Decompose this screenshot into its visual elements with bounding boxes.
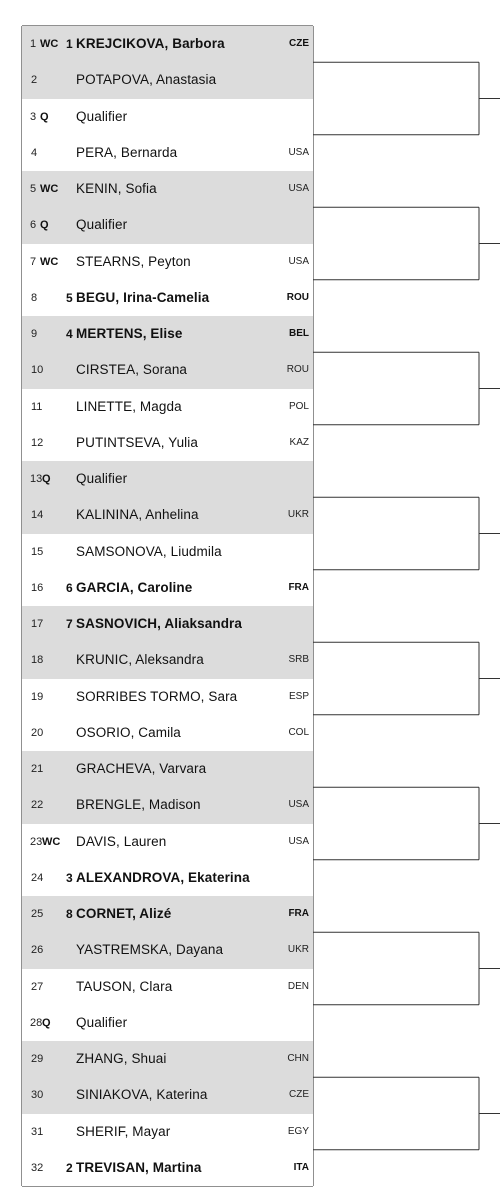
draw-row	[22, 715, 313, 751]
draw-position: 23	[30, 835, 43, 848]
player-country: UKR	[287, 944, 309, 956]
player-name: PERA, Bernarda	[76, 144, 178, 160]
draw-position: 27	[31, 980, 44, 993]
draw-row	[22, 570, 313, 606]
draw-row	[22, 26, 313, 62]
draw-position: 17	[31, 618, 44, 630]
player-country: DEN	[287, 980, 309, 992]
player-country: CZE	[289, 38, 309, 49]
draw-position: 19	[31, 690, 44, 703]
player-name: GRACHEVA, Varvara	[76, 761, 207, 776]
player-country: SRB	[288, 654, 309, 666]
draw-position: 25	[31, 908, 44, 920]
draw-row	[22, 207, 313, 243]
player-name: SHERIF, Mayar	[76, 1123, 171, 1139]
player-name: YASTREMSKA, Dayana	[76, 942, 224, 958]
draw-position: 16	[31, 581, 44, 594]
draw-position: 1	[30, 38, 37, 50]
draw-row	[22, 99, 313, 135]
player-country: FRA	[288, 581, 309, 593]
draw-position: 20	[31, 726, 44, 739]
draw-position: 5	[30, 183, 37, 195]
draw-row	[22, 135, 313, 171]
draw-position: 8	[31, 291, 38, 304]
player-country: ITA	[293, 1161, 309, 1173]
player-name: GARCIA, Caroline	[76, 579, 193, 595]
draw-row	[22, 787, 313, 823]
player-country: ROU	[286, 291, 309, 303]
player-country: USA	[288, 799, 309, 811]
draw-row	[22, 860, 313, 896]
seed-number: 1	[66, 37, 73, 51]
draw-row	[22, 62, 313, 98]
player-country: BEL	[289, 328, 309, 339]
player-name: PUTINTSEVA, Yulia	[76, 434, 198, 450]
draw-row	[22, 751, 313, 787]
seed-number: 7	[66, 617, 73, 631]
draw-row	[22, 389, 313, 425]
draw-position: 29	[31, 1053, 44, 1065]
draw-position: 13	[30, 473, 43, 485]
draw-position: 22	[31, 799, 44, 812]
draw-row	[22, 642, 313, 678]
entry-status: Q	[40, 110, 49, 123]
player-country: FRA	[288, 908, 309, 919]
draw-row	[22, 679, 313, 715]
seed-number: 2	[66, 1160, 73, 1175]
draw-row	[22, 534, 313, 570]
entry-status: Q	[40, 219, 49, 232]
draw-position: 10	[31, 364, 44, 377]
player-name: ALEXANDROVA, Ekaterina	[76, 869, 250, 885]
player-country: COL	[288, 726, 309, 738]
draw-position: 11	[31, 400, 43, 413]
entry-status: Q	[42, 1016, 51, 1029]
player-name: Qualifier	[76, 108, 128, 124]
draw-position: 31	[31, 1125, 44, 1138]
draw-position: 28	[30, 1016, 43, 1029]
player-name: KALININA, Anhelina	[76, 507, 199, 523]
player-name: KENIN, Sofia	[76, 181, 157, 196]
draw-position: 3	[30, 110, 37, 123]
draw-row	[22, 1041, 313, 1077]
player-country: USA	[288, 183, 309, 194]
draw-position: 2	[31, 74, 38, 87]
draw-row	[22, 316, 313, 352]
player-name: Qualifier	[76, 471, 128, 486]
player-name: SORRIBES TORMO, Sara	[76, 688, 238, 704]
draw-row	[22, 244, 313, 280]
draw-position: 18	[31, 654, 44, 667]
player-country: CHN	[287, 1053, 309, 1064]
player-name: KREJCIKOVA, Barbora	[76, 36, 225, 51]
draw-row	[22, 606, 313, 642]
player-country: USA	[288, 835, 309, 847]
player-name: SINIAKOVA, Katerina	[76, 1087, 208, 1103]
draw-row	[22, 1150, 313, 1186]
player-name: KRUNIC, Aleksandra	[76, 652, 204, 668]
entry-status: WC	[42, 835, 61, 848]
entry-status: Q	[42, 473, 51, 485]
player-country: KAZ	[289, 436, 309, 448]
draw-row	[22, 824, 313, 860]
draw-row	[22, 497, 313, 533]
draw-position: 14	[31, 509, 44, 522]
draw-position: 9	[31, 328, 38, 340]
player-country: USA	[288, 255, 309, 267]
seed-number: 4	[66, 327, 73, 341]
player-name: TREVISAN, Martina	[76, 1159, 202, 1175]
entry-status: WC	[40, 183, 59, 195]
draw-row	[22, 1077, 313, 1113]
draw-row	[22, 896, 313, 932]
player-name: CORNET, Alizé	[76, 906, 172, 921]
player-name: MERTENS, Elise	[76, 326, 183, 341]
draw-position: 32	[31, 1161, 44, 1174]
player-name: Qualifier	[76, 1014, 128, 1030]
player-name: LINETTE, Magda	[76, 398, 182, 414]
entry-status: WC	[40, 38, 59, 50]
draw-row	[22, 352, 313, 388]
player-name: TAUSON, Clara	[76, 978, 173, 994]
player-country: USA	[288, 146, 309, 158]
player-country: ESP	[288, 690, 309, 702]
player-country: UKR	[287, 509, 309, 521]
draw-position: 26	[31, 944, 44, 957]
seed-number: 3	[66, 870, 73, 885]
player-name: BEGU, Irina-Camelia	[76, 289, 210, 305]
seed-number: 5	[66, 290, 73, 305]
draw-row	[22, 425, 313, 461]
player-name: Qualifier	[76, 217, 128, 233]
player-name: CIRSTEA, Sorana	[76, 362, 188, 378]
draw-row	[22, 461, 313, 497]
draw-row	[22, 1005, 313, 1041]
draw-position: 6	[30, 219, 37, 232]
draw-row	[22, 932, 313, 968]
draw-position: 15	[31, 545, 44, 558]
player-country: POL	[288, 400, 309, 412]
draw-position: 7	[30, 255, 37, 268]
draw-row	[22, 171, 313, 207]
seed-number: 6	[66, 580, 73, 595]
player-name: ZHANG, Shuai	[76, 1051, 167, 1066]
player-name: SASNOVICH, Aliaksandra	[76, 616, 242, 631]
entry-status: WC	[40, 255, 59, 268]
player-name: OSORIO, Camila	[76, 724, 181, 740]
draw-row	[22, 969, 313, 1005]
player-name: BRENGLE, Madison	[76, 797, 201, 813]
player-name: STEARNS, Peyton	[76, 253, 191, 269]
draw-position: 24	[31, 871, 44, 884]
draw-position: 30	[31, 1089, 44, 1102]
player-country: EGY	[287, 1125, 309, 1137]
player-country: ROU	[286, 364, 309, 376]
draw-position: 4	[31, 146, 38, 159]
draw-position: 12	[31, 436, 44, 449]
draw-position: 21	[31, 763, 44, 775]
seed-number: 8	[66, 907, 73, 921]
player-name: POTAPOVA, Anastasia	[76, 72, 217, 88]
player-name: DAVIS, Lauren	[76, 833, 167, 849]
draw-row	[22, 1114, 313, 1150]
player-name: SAMSONOVA, Liudmila	[76, 543, 222, 559]
draw-row	[22, 280, 313, 316]
player-country: CZE	[289, 1089, 309, 1101]
